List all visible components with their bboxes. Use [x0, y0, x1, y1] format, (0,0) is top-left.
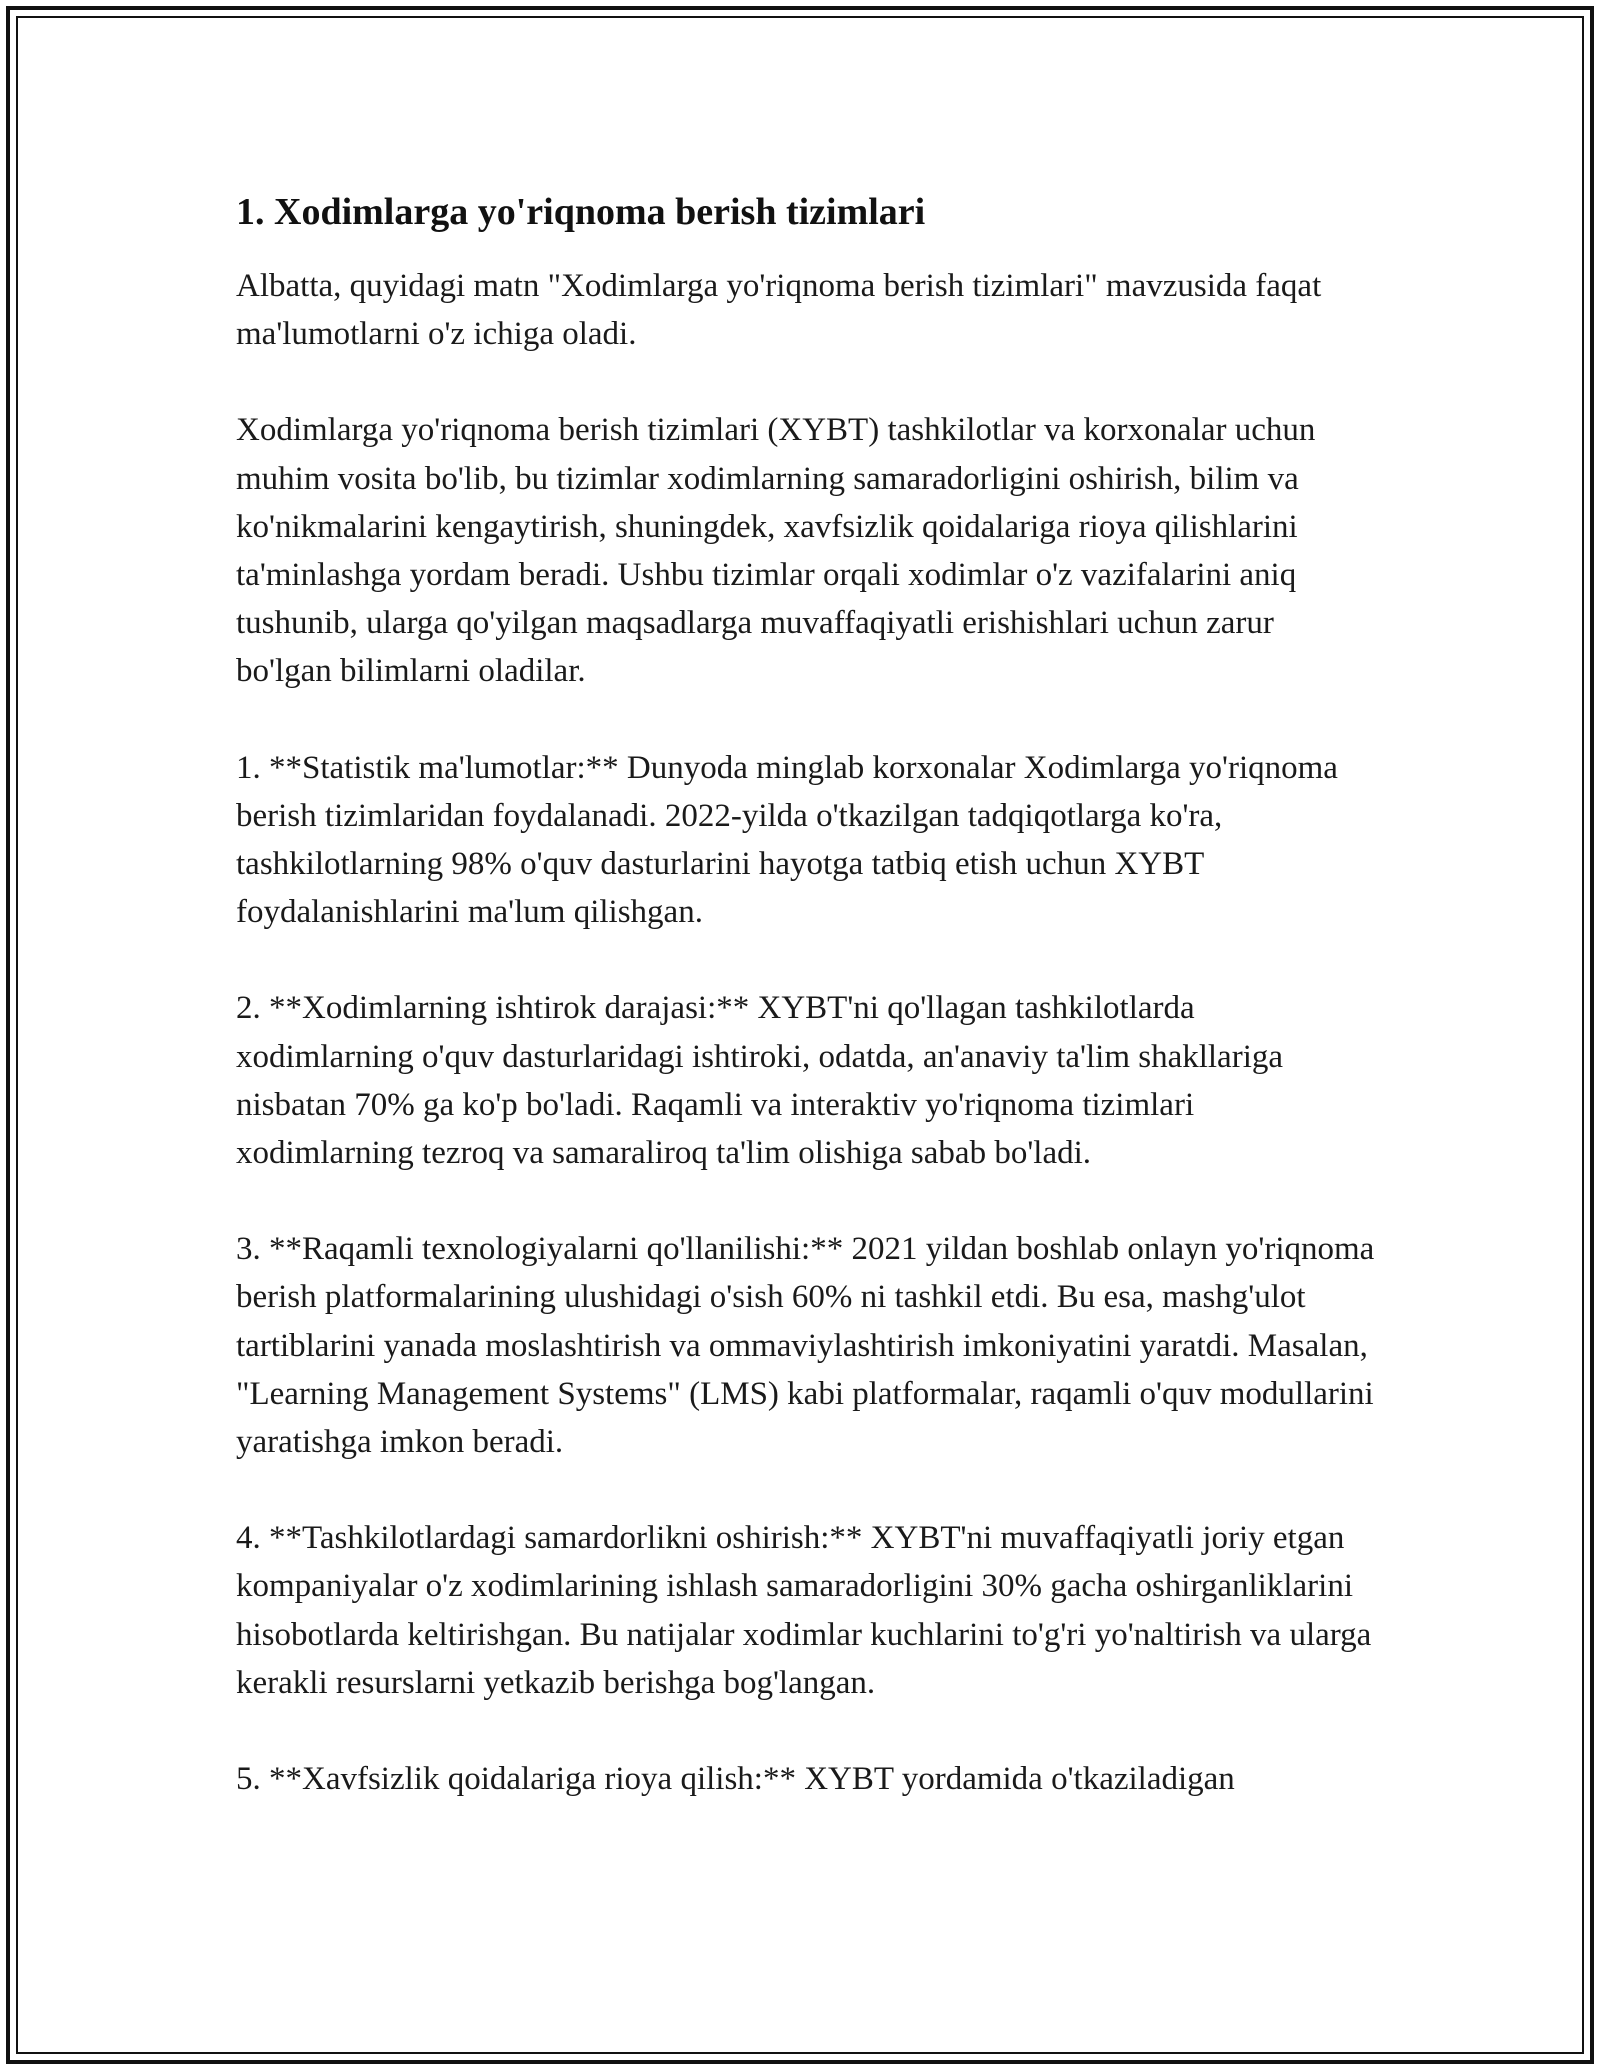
document-body	[236, 188, 1376, 1851]
list-item-participation: 2. **Xodimlarning ishtirok darajasi:** XYBT'ni qo'llagan tashkilotlarda xodimlarning o'quv dasturlaridagi ishtiroki, odatda, an'anaviy ta'lim shakllariga nisbatan 70% ga ko'p bo'ladi. Raqamli va interaktiv yo'riqnoma tizimlari xodimlarning tezroq va samaraliroq ta'lim olishiga sabab bo'ladi.	[236, 990, 1284, 1172]
list-item-efficiency: 4. **Tashkilotlardagi samardorlikni oshirish:** XYBT'ni muvaffaqiyatli joriy etgan kompaniyalar o'z xodimlarining ishlash samaradorligini 30% gacha oshirganliklarini hisobotlarda keltirishgan. Bu natijalar xodimlar kuchlarini to'g'ri yo'naltirish va ularga kerakli resurslarni yetkazib berishga bog'langan.	[236, 1520, 1372, 1701]
intro-paragraph: Albatta, quyidagi matn "Xodimlarga yo'riqnoma berish tizimlari" mavzusida faqat ma'lumotlarni o'z ichiga oladi.	[236, 268, 1322, 353]
document-title: 1. Xodimlarga yo'riqnoma berish tizimlari	[236, 191, 926, 233]
overview-paragraph: Xodimlarga yo'riqnoma berish tizimlari (XYBT) tashkilotlar va korxonalar uchun muhim vosita bo'lib, bu tizimlar xodimlarning samaradorligini oshirish, bilim va ko'nikmalarini kengaytirish, shuningdek, xavfsizlik qoidalariga rioya qilishlarini ta'minlashga yordam beradi. Ushbu tizimlar orqali xodimlar o'z vazifalarini aniq tushunib, ularga qo'yilgan maqsadlarga muvaffaqiyatli erishishlari uchun zarur bo'lgan bilimlarni oladilar.	[236, 412, 1316, 690]
list-item-digital-tech: 3. **Raqamli texnologiyalarni qo'llanilishi:** 2021 yildan boshlab onlayn yo'riqnoma berish platformalarining ulushidagi o'sish 60% ni tashkil etdi. Bu esa, mashg'ulot tartiblarini yanada moslashtirish va ommaviylashtirish imkoniyatini yaratdi. Masalan, "Learning Management Systems" (LMS) kabi platformalar, raqamli o'quv modullarini yaratishga imkon beradi.	[236, 1231, 1375, 1461]
list-item-safety: 5. **Xavfsizlik qoidalariga rioya qilish:** XYBT yordamida o'tkaziladigan	[236, 1761, 1235, 1798]
list-item-statistics: 1. **Statistik ma'lumotlar:** Dunyoda minglab korxonalar Xodimlarga yo'riqnoma berish tizimlaridan foydalanadi. 2022-yilda o'tkazilgan tadqiqotlarga ko'ra, tashkilotlarning 98% o'quv dasturlarini hayotga tatbiq etish uchun XYBT foydalanishlarini ma'lum qilishgan.	[236, 749, 1338, 931]
